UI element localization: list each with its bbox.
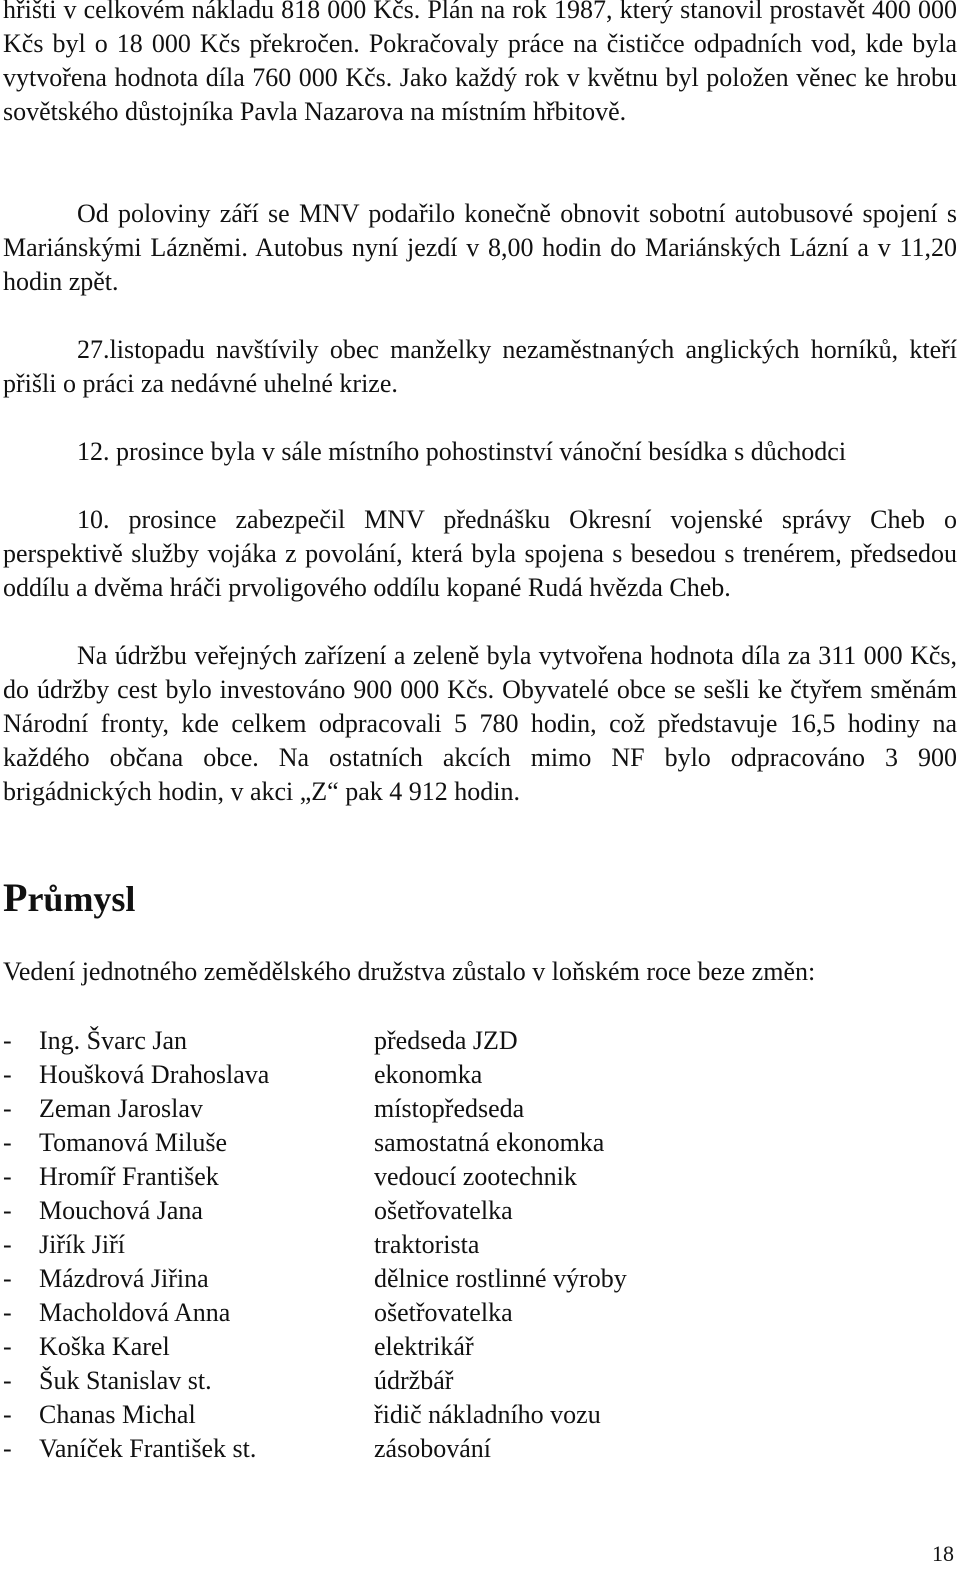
- staff-role: místopředseda: [374, 1094, 525, 1123]
- paragraph-maintenance-work: Na údržbu veřejných zařízení a zeleně byla vytvořena hodnota díla za 311 000 Kčs, do údržby cest bylo investováno 900 000 Kčs. Obyvatelé obce se sešli ke čtyřem směnám Národní fronty, kde celkem odpracovali 5 780 hodin, což představuje 16,5 hodiny na každého občana obce. Na ostatních akcích mimo NF bylo odpracováno 3 900 brigádnických hodin, v akci „Z“ pak 4 912 hodin.: [3, 641, 957, 806]
- list-dash: -: [3, 1332, 12, 1361]
- staff-role: dělnice rostlinné výroby: [374, 1264, 627, 1293]
- staff-role: ekonomka: [374, 1060, 483, 1089]
- staff-name: Chanas Michal: [39, 1400, 196, 1429]
- list-dash: -: [3, 1434, 12, 1463]
- list-dash: -: [3, 1060, 12, 1089]
- staff-row: [3, 1398, 903, 1432]
- list-dash: -: [3, 1400, 12, 1429]
- list-dash: -: [3, 1366, 12, 1395]
- staff-name: Šuk Stanislav st.: [39, 1366, 212, 1395]
- staff-row: [3, 1228, 903, 1262]
- staff-role: údržbář: [374, 1366, 454, 1395]
- list-dash: -: [3, 1094, 12, 1123]
- staff-role: samostatná ekonomka: [374, 1128, 605, 1157]
- list-dash: -: [3, 1128, 12, 1157]
- staff-name: Ing. Švarc Jan: [39, 1026, 188, 1055]
- section-heading-initial: P: [3, 875, 28, 920]
- staff-role: předseda JZD: [374, 1026, 518, 1055]
- staff-row: [3, 1432, 903, 1466]
- staff-role: ošetřovatelka: [374, 1298, 513, 1327]
- staff-name: Koška Karel: [39, 1332, 170, 1361]
- staff-role: ošetřovatelka: [374, 1196, 513, 1225]
- staff-row: [3, 1092, 903, 1126]
- staff-row: [3, 1194, 903, 1228]
- staff-role: vedoucí zootechnik: [374, 1162, 577, 1191]
- list-dash: -: [3, 1162, 12, 1191]
- staff-name: Mouchová Jana: [39, 1196, 203, 1225]
- list-dash: -: [3, 1298, 12, 1327]
- staff-name: Macholdová Anna: [39, 1298, 231, 1327]
- section-heading-industry: [3, 876, 135, 921]
- paragraph-english-miners-visit: 27.listopadu navštívily obec manželky nezaměstnaných anglických horníků, kteří přišli o práci za nedávné uhelné krize.: [3, 335, 957, 398]
- staff-row: [3, 1330, 903, 1364]
- page-number: 18: [932, 1541, 954, 1566]
- staff-row: [3, 1262, 903, 1296]
- staff-role: traktorista: [374, 1230, 480, 1259]
- staff-row: [3, 1126, 903, 1160]
- staff-row: [3, 1024, 903, 1058]
- staff-row: [3, 1160, 903, 1194]
- paragraph-military-lecture: 10. prosince zabezpečil MNV přednášku Okresní vojenské správy Cheb o perspektivě služby vojáka z povolání, která byla spojena s besedou s trenérem, předsedou oddílu a dvěma hráči prvoligového oddílu kopané Rudá hvězda Cheb.: [3, 505, 957, 602]
- staff-name: Vaníček František st.: [39, 1434, 257, 1463]
- staff-list: [3, 1024, 903, 1466]
- list-dash: -: [3, 1264, 12, 1293]
- paragraph-christmas-party: 12. prosince byla v sále místního pohostinství vánoční besídka s důchodci: [77, 437, 847, 466]
- staff-row: [3, 1058, 903, 1092]
- staff-name: Jiřík Jiří: [39, 1230, 125, 1259]
- section-intro: Vedení jednotného zemědělského družstva zůstalo v loňském roce beze změn:: [3, 957, 816, 986]
- staff-row: [3, 1296, 903, 1330]
- staff-row: [3, 1364, 903, 1398]
- paragraph-construction: hřišti v celkovém nákladu 818 000 Kčs. Plán na rok 1987, který stanovil prostavět 400 000 Kčs byl o 18 000 Kčs překročen. Pokračovaly práce na čističce odpadních vod, kde byla vytvořena hodnota díla 760 000 Kčs. Jako každý rok v květnu byl položen věnec ke hrobu sovětského důstojníka Pavla Nazarova na místním hřbitově.: [3, 0, 957, 126]
- staff-role: elektrikář: [374, 1332, 474, 1361]
- list-dash: -: [3, 1230, 12, 1259]
- staff-name: Zeman Jaroslav: [39, 1094, 203, 1123]
- staff-name: Mázdrová Jiřina: [39, 1264, 209, 1293]
- staff-name: Tomanová Miluše: [39, 1128, 228, 1157]
- list-dash: -: [3, 1196, 12, 1225]
- staff-role: zásobování: [374, 1434, 491, 1463]
- staff-role: řidič nákladního vozu: [374, 1400, 601, 1429]
- paragraph-bus-connection: Od poloviny září se MNV podařilo konečně obnovit sobotní autobusové spojení s Mariánskými Lázněmi. Autobus nyní jezdí v 8,00 hodin do Mariánských Lázní a v 11,20 hodin zpět.: [3, 199, 957, 296]
- section-heading-rest: růmysl: [27, 879, 136, 919]
- staff-name: Houšková Drahoslava: [39, 1060, 270, 1089]
- list-dash: -: [3, 1026, 12, 1055]
- staff-name: Hromíř František: [39, 1162, 219, 1191]
